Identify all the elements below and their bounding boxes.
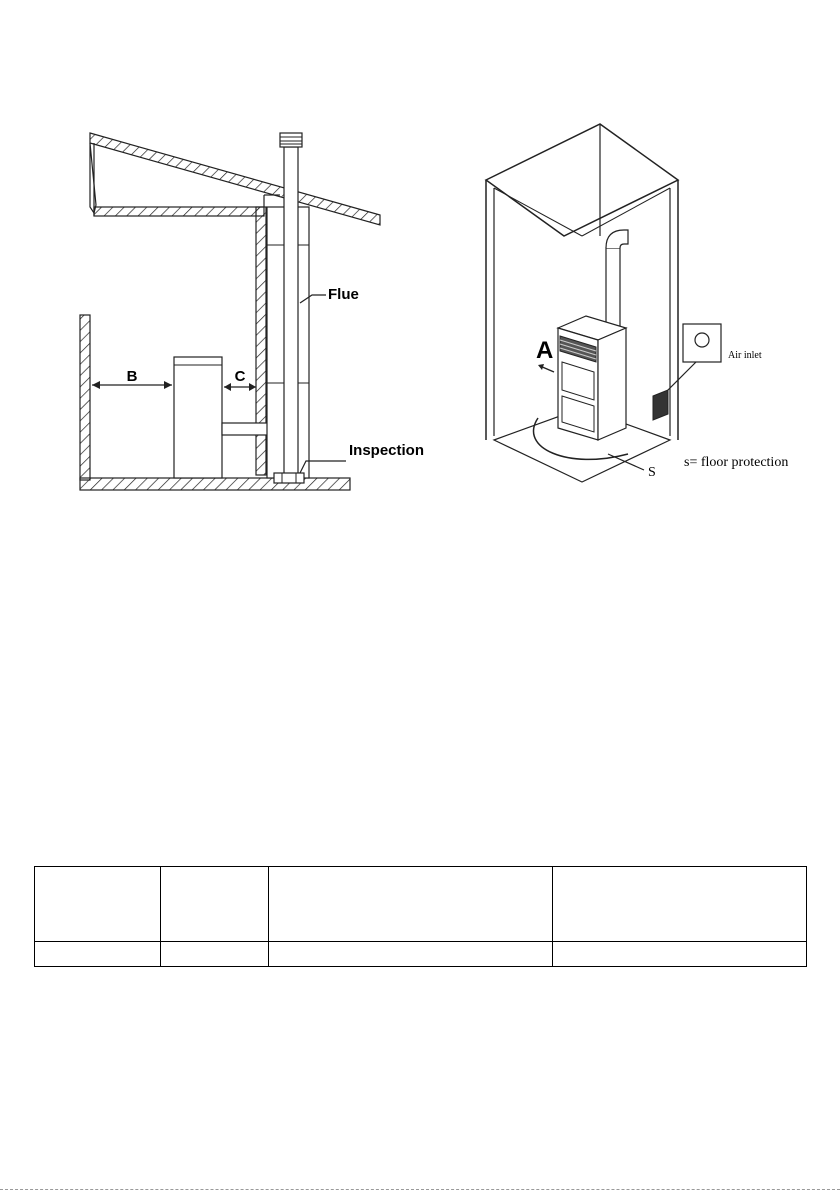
table-cell — [269, 942, 553, 967]
table-cell — [35, 867, 161, 942]
flue-inner — [284, 147, 298, 478]
table-cell — [269, 867, 553, 942]
label-flue: Flue — [328, 286, 359, 303]
label-c: C — [234, 368, 246, 385]
flue-installation-diagram — [70, 125, 440, 500]
label-b: B — [126, 368, 138, 385]
table-row — [35, 867, 807, 942]
left-wall — [80, 315, 90, 480]
page-footer-rule — [0, 1189, 840, 1190]
label-floor-protection: s= floor protection — [684, 455, 789, 470]
label-a: A — [536, 337, 554, 364]
table-row — [35, 942, 807, 967]
label-s: S — [648, 465, 656, 480]
table-cell — [35, 942, 161, 967]
room-top — [486, 124, 678, 236]
table-cell — [161, 867, 269, 942]
room-clearance-diagram — [478, 118, 818, 498]
table-cell — [553, 942, 807, 967]
inspection-box — [274, 473, 304, 483]
floor — [80, 478, 350, 490]
chimney-cap — [280, 133, 302, 147]
label-air-inlet: Air inlet — [728, 350, 762, 361]
label-inspection: Inspection — [349, 442, 425, 459]
ceiling — [94, 207, 264, 216]
stove-side — [598, 328, 626, 440]
clearance-table — [34, 866, 807, 967]
table-cell — [161, 942, 269, 967]
air-inlet-vent — [653, 390, 668, 420]
roof-edge — [90, 143, 96, 213]
stove — [174, 357, 222, 478]
table-cell — [553, 867, 807, 942]
